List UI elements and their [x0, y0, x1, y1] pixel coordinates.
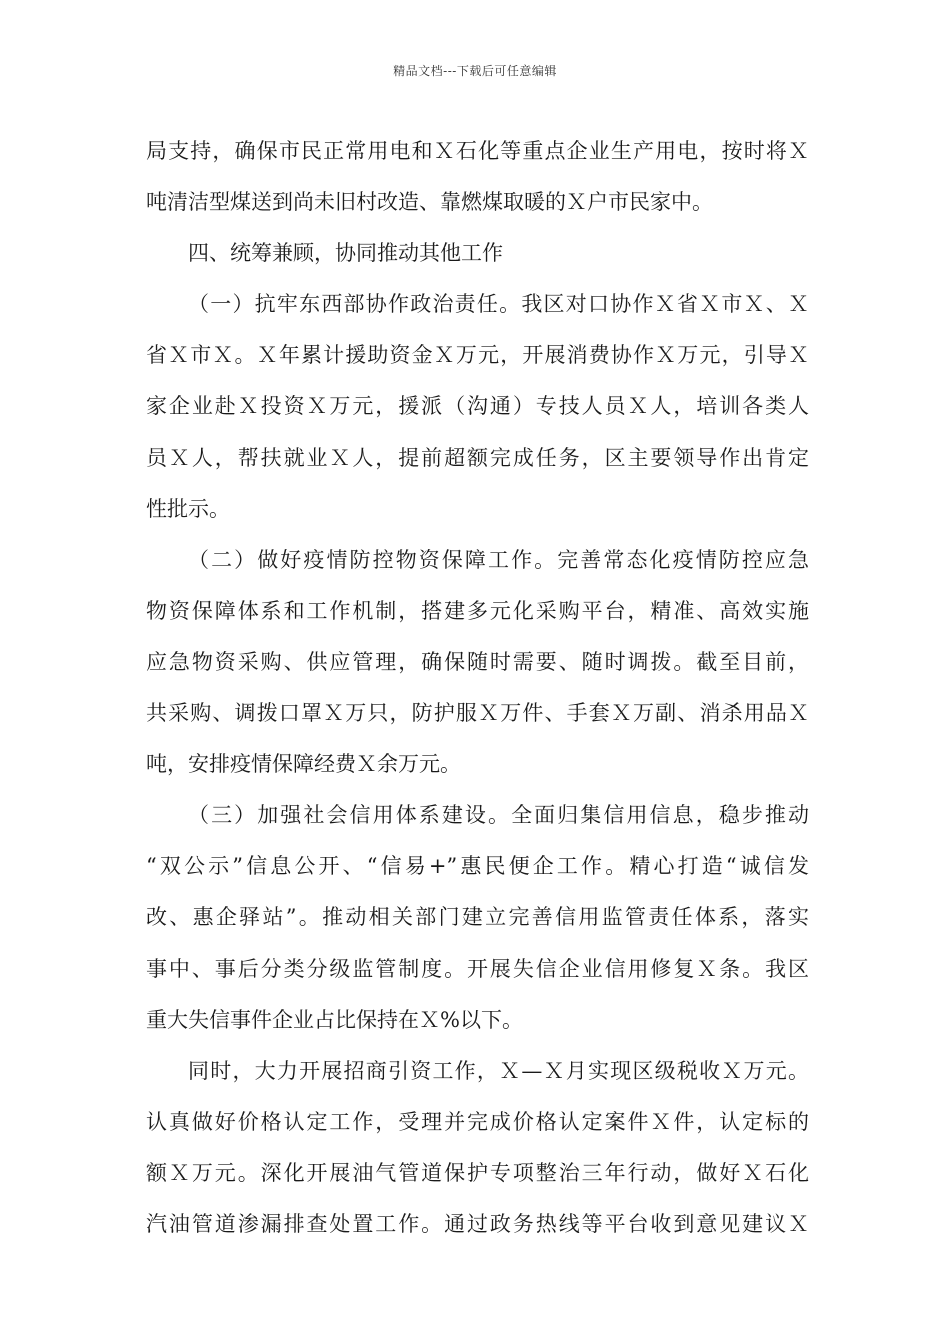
page-header: 精品文档---下载后可任意编辑 [393, 64, 557, 78]
text-line: 员Ｘ人，帮扶就业Ｘ人，提前超额完成任务，区主要领导作出肯定 [146, 445, 809, 470]
text-line: 局支持，确保市民正常用电和Ｘ石化等重点企业生产用电，按时将Ｘ [146, 139, 809, 163]
text-line: 共采购、调拨口罩Ｘ万只，防护服Ｘ万件、手套Ｘ万副、消杀用品Ｘ [146, 701, 809, 726]
text-line: 吨，安排疫情保障经费Ｘ余万元。 [146, 752, 461, 777]
text-line: 性批示。 [146, 496, 230, 521]
document-body [146, 126, 809, 1250]
text-line: （三）加强社会信用体系建设。全面归集信用信息，稳步推动 [188, 803, 809, 828]
text-line: 额Ｘ万元。深化开展油气管道保护专项整治三年行动，做好Ｘ石化 [146, 1160, 809, 1185]
text-line: 省Ｘ市Ｘ。Ｘ年累计援助资金Ｘ万元，开展消费协作Ｘ万元，引导Ｘ [146, 343, 809, 368]
text-line: 事中、事后分类分级监管制度。开展失信企业信用修复Ｘ条。我区 [146, 956, 809, 981]
text-line: （二）做好疫情防控物资保障工作。完善常态化疫情防控应急 [188, 547, 809, 572]
text-line: 汽油管道渗漏排查处置工作。通过政务热线等平台收到意见建议Ｘ [146, 1211, 809, 1236]
text-line: 同时，大力开展招商引资工作，Ｘ—Ｘ月实现区级税收Ｘ万元。 [188, 1058, 809, 1083]
text-line: 认真做好价格认定工作，受理并完成价格认定案件Ｘ件，认定标的 [146, 1109, 809, 1134]
text-line: “双公示”信息公开、“信易+”惠民便企工作。精心打造“诚信发 [146, 854, 809, 879]
text-line: 吨清洁型煤送到尚未旧村改造、靠燃煤取暖的Ｘ户市民家中。 [146, 190, 713, 215]
text-line: 物资保障体系和工作机制，搭建多元化采购平台，精准、高效实施 [146, 598, 809, 623]
text-line: 改、惠企驿站”。推动相关部门建立完善信用监管责任体系，落实 [146, 905, 809, 930]
text-line: 四、统筹兼顾，协同推动其他工作 [188, 241, 503, 266]
text-line: 应急物资采购、供应管理，确保随时需要、随时调拨。截至目前， [146, 649, 809, 674]
text-line: 重大失信事件企业占比保持在Ｘ%以下。 [146, 1007, 523, 1032]
text-line: （一）抗牢东西部协作政治责任。我区对口协作Ｘ省Ｘ市Ｘ、Ｘ [188, 292, 809, 317]
text-line: 家企业赴Ｘ投资Ｘ万元，援派（沟通）专技人员Ｘ人，培训各类人 [146, 394, 809, 419]
